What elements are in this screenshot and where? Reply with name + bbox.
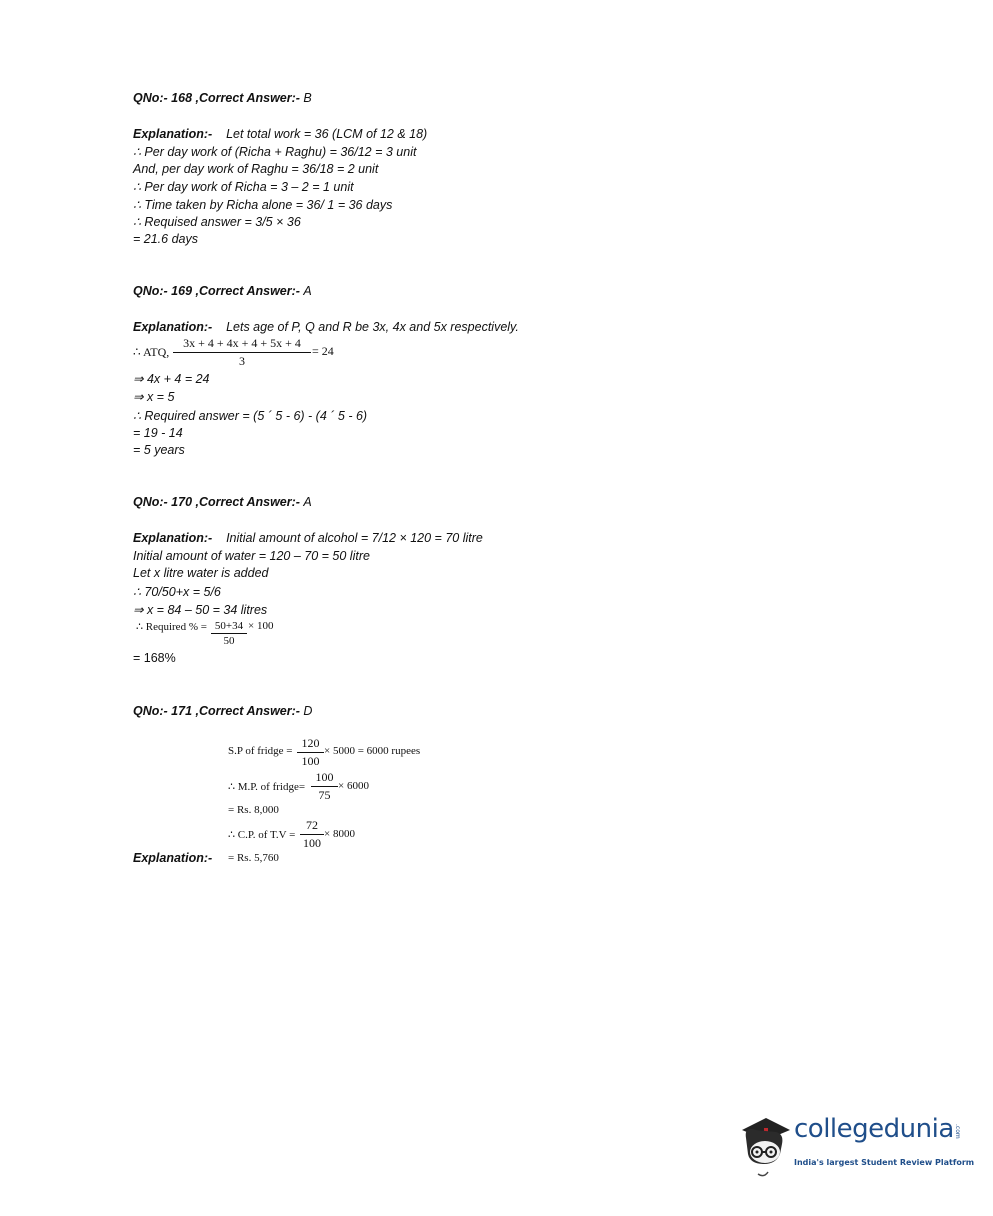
q170-line-4: ⇒ x = 84 – 50 = 34 litres	[133, 603, 268, 617]
q170-line-0: Initial amount of alcohol = 7/12 × 120 = 70 litre	[226, 531, 483, 545]
q169-header	[133, 284, 312, 298]
q169-intro: Lets age of P, Q and R be 3x, 4x and 5x respectively.	[226, 320, 519, 334]
q170-answer: A	[303, 495, 312, 509]
q169-answer: A	[303, 284, 312, 298]
q171-mp-label: ∴ M.P. of fridge=	[228, 781, 306, 793]
q168-answer: B	[303, 91, 312, 105]
q168-line-6: = 21.6 days	[133, 232, 198, 246]
q169-atq: ∴ ATQ,	[133, 345, 170, 359]
q169-line-2: ∴ Required answer = (5 ´ 5 - 6) - (4 ´ 5 - 6)	[133, 409, 368, 423]
q171-sp-num: 120	[297, 736, 324, 753]
q171-cp-den: 100	[303, 836, 321, 850]
q171-header	[133, 704, 312, 718]
logo-wordmark: collegedunia	[794, 1114, 954, 1144]
q168-explanation-line-0	[133, 127, 427, 141]
q171-header-text: QNo:- 171 ,Correct Answer:-	[133, 704, 300, 718]
q171-cp-result: = Rs. 5,760	[228, 852, 279, 864]
q171-mp-result: = Rs. 8,000	[228, 804, 279, 816]
q170-req-tail: × 100	[248, 620, 274, 632]
q170-result: = 168%	[133, 651, 176, 665]
q171-sp-tail: × 5000 = 6000 rupees	[324, 745, 421, 757]
q171-cp-label: ∴ C.P. of T.V =	[228, 829, 296, 841]
q170-explanation-label: Explanation:-	[133, 531, 213, 545]
q171-sp-den: 100	[301, 754, 320, 768]
q170-line-1: Initial amount of water = 120 – 70 = 50 litre	[133, 549, 370, 563]
logo-tagline: India's largest Student Review Platform	[794, 1158, 975, 1167]
q171-sp-label: S.P of fridge =	[228, 745, 293, 757]
q168-line-2: And, per day work of Raghu = 36/18 = 2 unit	[133, 162, 379, 176]
q171-cp-tail: × 8000	[324, 828, 355, 840]
q169-frac-num: 3x + 4 + 4x + 4 + 5x + 4	[173, 336, 311, 353]
q169-line-4: = 5 years	[133, 443, 185, 457]
q171-mp-fraction	[311, 770, 338, 803]
q169-frac-eq: = 24	[312, 344, 334, 358]
q170-line-3: ∴ 70/50+x = 5/6	[133, 585, 221, 599]
q170-req-fraction	[211, 620, 247, 647]
q171-mp-tail: × 6000	[338, 780, 369, 792]
q169-line-1: ⇒ x = 5	[133, 390, 175, 404]
q168-explanation-label: Explanation:-	[133, 127, 213, 141]
q171-explanation-label: Explanation:-	[133, 851, 213, 865]
q170-req-num: 50+34	[211, 620, 247, 634]
q171-cp-num: 72	[300, 818, 324, 835]
q170-header-text: QNo:- 170 ,Correct Answer:-	[133, 495, 300, 509]
q169-frac-den: 3	[239, 354, 245, 368]
q171-mp-den: 75	[318, 788, 331, 802]
q170-req-label: ∴ Required % =	[136, 621, 207, 633]
q168-line-1: ∴ Per day work of (Richa + Raghu) = 36/12 = 3 unit	[133, 145, 417, 159]
q171-cp-fraction	[300, 818, 324, 851]
q168-line-0: Let total work = 36 (LCM of 12 & 18)	[226, 127, 428, 141]
collegedunia-logo[interactable]	[736, 1108, 975, 1180]
q171-sp-fraction	[297, 736, 324, 769]
q169-explanation-label: Explanation:-	[133, 320, 213, 334]
q168-header	[133, 91, 312, 105]
q169-line-3: = 19 - 14	[133, 426, 183, 440]
q168-line-4: ∴ Time taken by Richa alone = 36/ 1 = 36 days	[133, 198, 393, 212]
mascot-icon	[736, 1108, 792, 1180]
q168-header-text: QNo:- 168 ,Correct Answer:-	[133, 91, 300, 105]
q171-mp-num: 100	[311, 770, 338, 787]
q171-explanation-line	[133, 851, 212, 865]
q170-header	[133, 495, 312, 509]
q170-line-2: Let x litre water is added	[133, 566, 269, 580]
q168-line-5: ∴ Requised answer = 3/5 × 36	[133, 215, 301, 229]
q168-line-3: ∴ Per day work of Richa = 3 – 2 = 1 unit	[133, 180, 354, 194]
q169-explanation-line	[133, 320, 519, 334]
q169-header-text: QNo:- 169 ,Correct Answer:-	[133, 284, 300, 298]
logo-com: .com	[954, 1124, 961, 1139]
q171-answer: D	[303, 704, 313, 718]
q169-fraction	[173, 336, 311, 369]
q170-req-den: 50	[223, 635, 235, 647]
q170-explanation-line	[133, 531, 483, 545]
q169-line-0: ⇒ 4x + 4 = 24	[133, 372, 210, 386]
